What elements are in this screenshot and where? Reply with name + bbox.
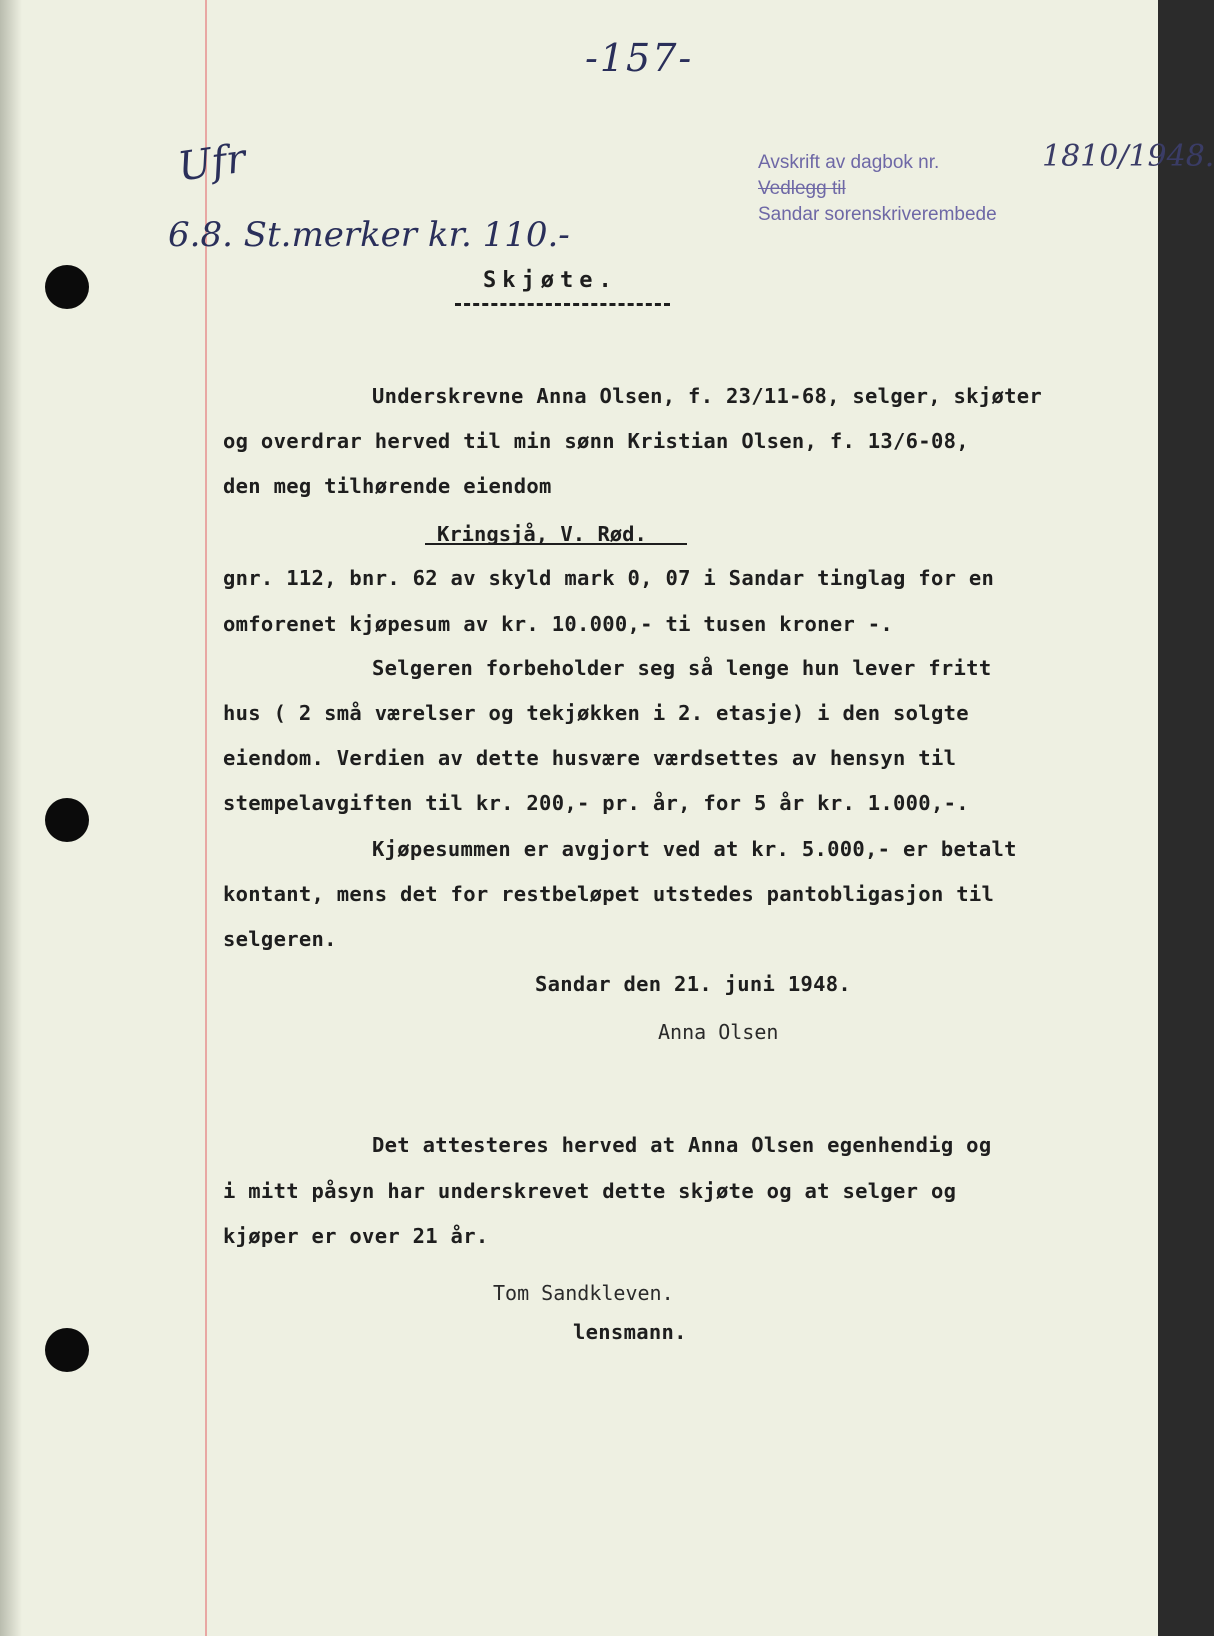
text-line: Det attesteres herved at Anna Olsen egenhendig og xyxy=(372,1133,992,1157)
text-line: eiendom. Verdien av dette husvære værdsettes av hensyn til xyxy=(223,746,957,770)
punch-hole-bottom xyxy=(45,1328,89,1372)
text-line: omforenet kjøpesum av kr. 10.000,- ti tusen kroner -. xyxy=(223,612,894,636)
text-line: kjøper er over 21 år. xyxy=(223,1224,489,1248)
punch-hole-top xyxy=(45,265,89,309)
property-underline xyxy=(425,543,687,545)
stamp-line-1: Avskrift av dagbok nr. xyxy=(758,152,940,173)
officer-name: Tom Sandkleven. xyxy=(493,1281,674,1305)
text-line: Kjøpesummen er avgjort ved at kr. 5.000,- er betalt xyxy=(372,837,1017,861)
text-line: den meg tilhørende eiendom xyxy=(223,474,552,498)
text-line: og overdrar herved til min sønn Kristian Olsen, f. 13/6-08, xyxy=(223,429,969,453)
text-line: Underskrevne Anna Olsen, f. 23/11-68, selger, skjøter xyxy=(372,384,1043,408)
place-date: Sandar den 21. juni 1948. xyxy=(535,972,852,996)
property-name: Kringsjå, V. Rød. xyxy=(437,522,647,546)
text-line: hus ( 2 små værelser og tekjøkken i 2. etasje) i den solgte xyxy=(223,701,969,725)
margin-note-ufr: Ufr xyxy=(175,135,249,191)
text-line: gnr. 112, bnr. 62 av skyld mark 0, 07 i Sandar tinglag for en xyxy=(223,566,995,590)
title-underline xyxy=(455,303,670,306)
text-line: i mitt påsyn har underskrevet dette skjøte og at selger og xyxy=(223,1179,957,1203)
document-title: Skjøte. xyxy=(483,268,618,293)
text-line: Selgeren forbeholder seg så lenge hun lever fritt xyxy=(372,656,992,680)
seller-signature: Anna Olsen xyxy=(658,1020,779,1044)
punch-hole-middle xyxy=(45,798,89,842)
registry-stamp xyxy=(758,139,1214,228)
page-number: -157- xyxy=(585,36,694,80)
officer-title: lensmann. xyxy=(573,1320,687,1344)
text-line: kontant, mens det for restbeløpet utstedes pantobligasjon til xyxy=(223,882,995,906)
page-edge-shadow xyxy=(0,0,22,1636)
stamp-line-2-struck: Vedlegg til xyxy=(758,178,846,199)
text-line: selgeren. xyxy=(223,927,337,951)
margin-note-stamp-fee: 6.8. St.merker kr. 110.- xyxy=(168,215,570,255)
stamp-dagbok-number: 1810/1948. xyxy=(1042,139,1214,174)
stamp-line-3: Sandar sorenskriverembede xyxy=(758,204,997,225)
text-line: stempelavgiften til kr. 200,- pr. år, for 5 år kr. 1.000,-. xyxy=(223,791,969,815)
